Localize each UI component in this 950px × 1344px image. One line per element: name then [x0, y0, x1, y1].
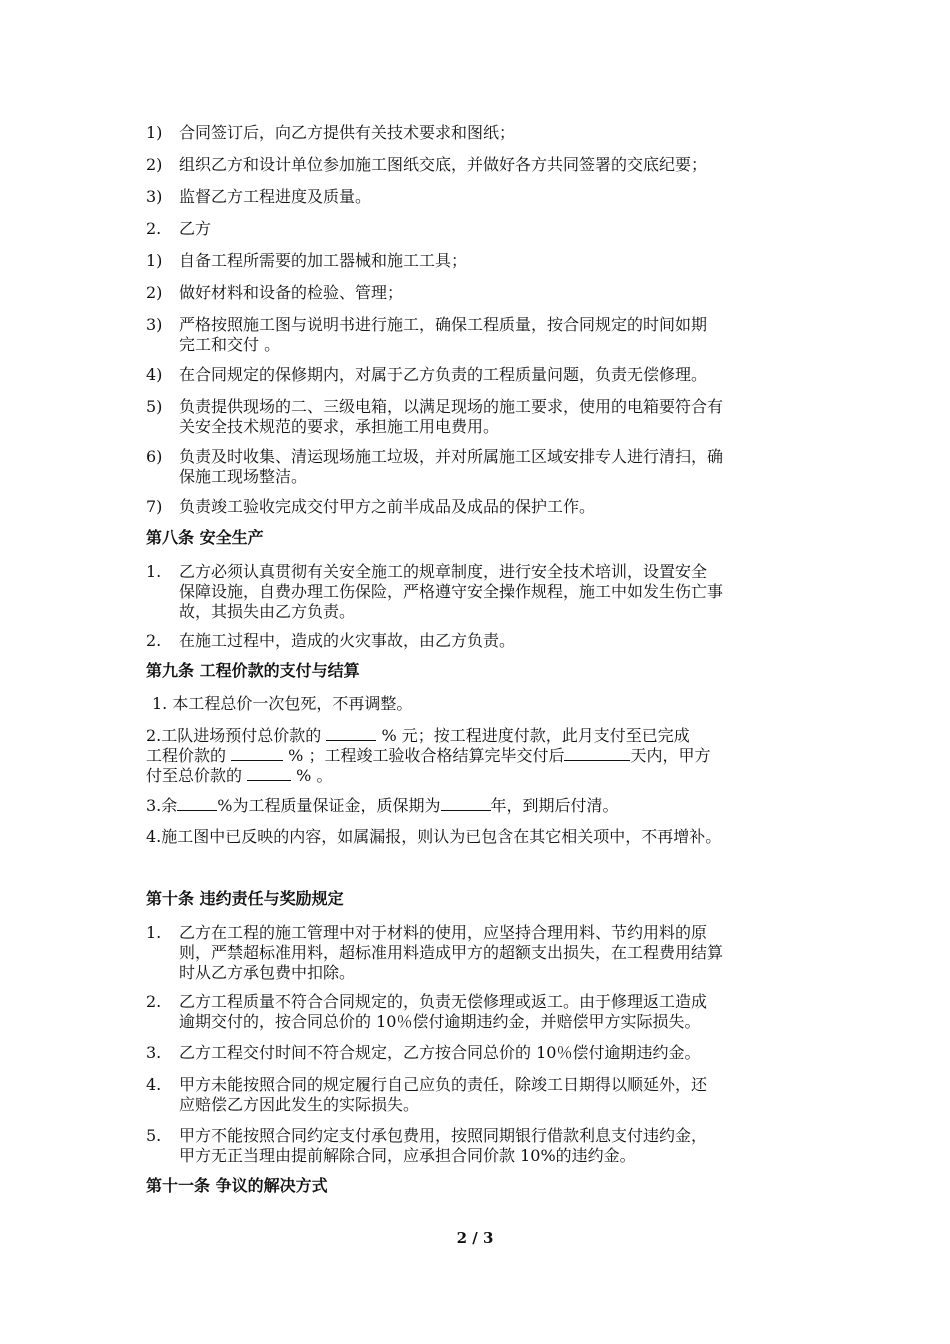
item-text-continued: 逾期交付的，按合同总价的 10％偿付逾期违约金，并赔偿甲方实际损失。: [179, 1012, 701, 1031]
item-number: 5): [146, 397, 163, 416]
paragraph-text-part: % ；工程竣工验收合格结算完毕交付后: [283, 746, 565, 765]
fill-blank: [326, 724, 376, 741]
paragraph-text-part: 年，到期后付清。: [490, 796, 619, 815]
fill-blank: [231, 744, 283, 761]
item-number: 1): [146, 251, 163, 270]
item-number: 2): [146, 283, 163, 302]
item-number: 4.: [146, 1075, 162, 1094]
item-text-continued: 甲方无正当理由提前解除合同，应承担合同价款 10%的违约金。: [179, 1146, 636, 1165]
item-text: 乙方必须认真贯彻有关安全施工的规章制度，进行安全技术培训，设置安全: [179, 562, 708, 581]
item-text-continued: 故，其损失由乙方负责。: [179, 602, 356, 621]
item-text-continued: 应赔偿乙方因此发生的实际损失。: [179, 1095, 420, 1114]
paragraph-text: [146, 764, 332, 787]
article-9-heading: 第九条 工程价款的支付与结算: [146, 661, 360, 680]
item-number: 2.: [146, 631, 162, 650]
item-text: 组织乙方和设计单位参加施工图纸交底，并做好各方共同签署的交底纪要；: [179, 155, 708, 174]
fill-blank: [564, 744, 630, 761]
item-text-continued: 保施工现场整洁。: [179, 467, 308, 486]
fill-blank: [247, 764, 291, 781]
item-text: 乙方工程质量不符合合同规定的，负责无偿修理或返工。由于修理返工造成: [179, 992, 708, 1011]
paragraph-text-part: 3.余: [146, 796, 178, 815]
item-text: 监督乙方工程进度及质量。: [179, 187, 372, 206]
item-number: 1): [146, 123, 163, 142]
item-text: 在施工过程中，造成的火灾事故，由乙方负责。: [179, 631, 516, 650]
fill-blank: [177, 794, 217, 811]
item-number: 6): [146, 447, 163, 466]
paragraph-text-part: 工程价款的: [146, 746, 232, 765]
item-text: 在合同规定的保修期内，对属于乙方负责的工程质量问题，负责无偿修理。: [179, 365, 708, 384]
item-number: 3.: [146, 1043, 162, 1062]
item-text: 乙方工程交付时间不符合规定，乙方按合同总价的 10％偿付逾期违约金。: [179, 1043, 701, 1062]
item-text-continued: 关安全技术规范的要求，承担施工用电费用。: [179, 417, 500, 436]
item-number: 2.: [146, 219, 162, 238]
paragraph-text: [146, 794, 619, 817]
paragraph-text-part: 天内，甲方: [630, 746, 711, 765]
item-text: 负责竣工验收完成交付甲方之前半成品及成品的保护工作。: [179, 497, 596, 516]
fill-blank: [441, 794, 491, 811]
item-text-continued: 则，严禁超标准用料，超标准用料造成甲方的超额支出损失，在工程费用结算: [179, 943, 724, 962]
paragraph-text-part: % 元；按工程进度付款，此月支付至已完成: [376, 726, 690, 745]
item-text: 做好材料和设备的检验、管理；: [179, 283, 404, 302]
paragraph-text: 4.施工图中已反映的内容，如属漏报，则认为已包含在其它相关项中，不再增补。: [146, 827, 722, 846]
item-text: 甲方未能按照合同的规定履行自己应负的责任，除竣工日期得以顺延外，还: [179, 1075, 708, 1094]
item-number: 7): [146, 497, 163, 516]
article-11-heading: 第十一条 争议的解决方式: [146, 1176, 328, 1195]
article-10-heading: 第十条 违约责任与奖励规定: [146, 889, 344, 908]
item-number: 1.: [146, 562, 162, 581]
item-text-continued: 保障设施，自费办理工伤保险，严格遵守安全操作规程，施工中如发生伤亡事: [179, 582, 724, 601]
item-text: 合同签订后，向乙方提供有关技术要求和图纸；: [179, 123, 516, 142]
paragraph-text-part: %为工程质量保证金，质保期为: [217, 796, 441, 815]
item-number: 2.: [146, 992, 162, 1011]
paragraph-text: 1. 本工程总价一次包死，不再调整。: [152, 694, 413, 713]
item-text: 乙方在工程的施工管理中对于材料的使用，应坚持合理用料、节约用料的原: [179, 923, 708, 942]
item-number: 3): [146, 315, 163, 334]
item-number: 2): [146, 155, 163, 174]
item-text: 甲方不能按照合同约定支付承包费用，按照同期银行借款利息支付违约金，: [179, 1126, 708, 1145]
item-number: 3): [146, 187, 163, 206]
item-number: 4): [146, 365, 163, 384]
item-text: 自备工程所需要的加工器械和施工工具；: [179, 251, 468, 270]
item-text: 负责及时收集、清运现场施工垃圾，并对所属施工区域安排专人进行清扫，确: [179, 447, 724, 466]
page-number: 2 / 3: [456, 1229, 494, 1247]
paragraph-text-part: % 。: [291, 766, 333, 785]
item-text: 乙方: [179, 219, 212, 238]
item-text: 严格按照施工图与说明书进行施工，确保工程质量，按合同规定的时间如期: [179, 315, 708, 334]
item-number: 1.: [146, 923, 162, 942]
paragraph-text-part: 付至总价款的: [146, 766, 248, 785]
item-text-continued: 完工和交付 。: [179, 335, 281, 354]
article-8-heading: 第八条 安全生产: [146, 528, 264, 547]
item-number: 5.: [146, 1126, 162, 1145]
paragraph-text-part: 2.工队进场预付总价款的: [146, 726, 327, 745]
item-text-continued: 时从乙方承包费中扣除。: [179, 963, 356, 982]
item-text: 负责提供现场的二、三级电箱，以满足现场的施工要求，使用的电箱要符合有: [179, 397, 724, 416]
